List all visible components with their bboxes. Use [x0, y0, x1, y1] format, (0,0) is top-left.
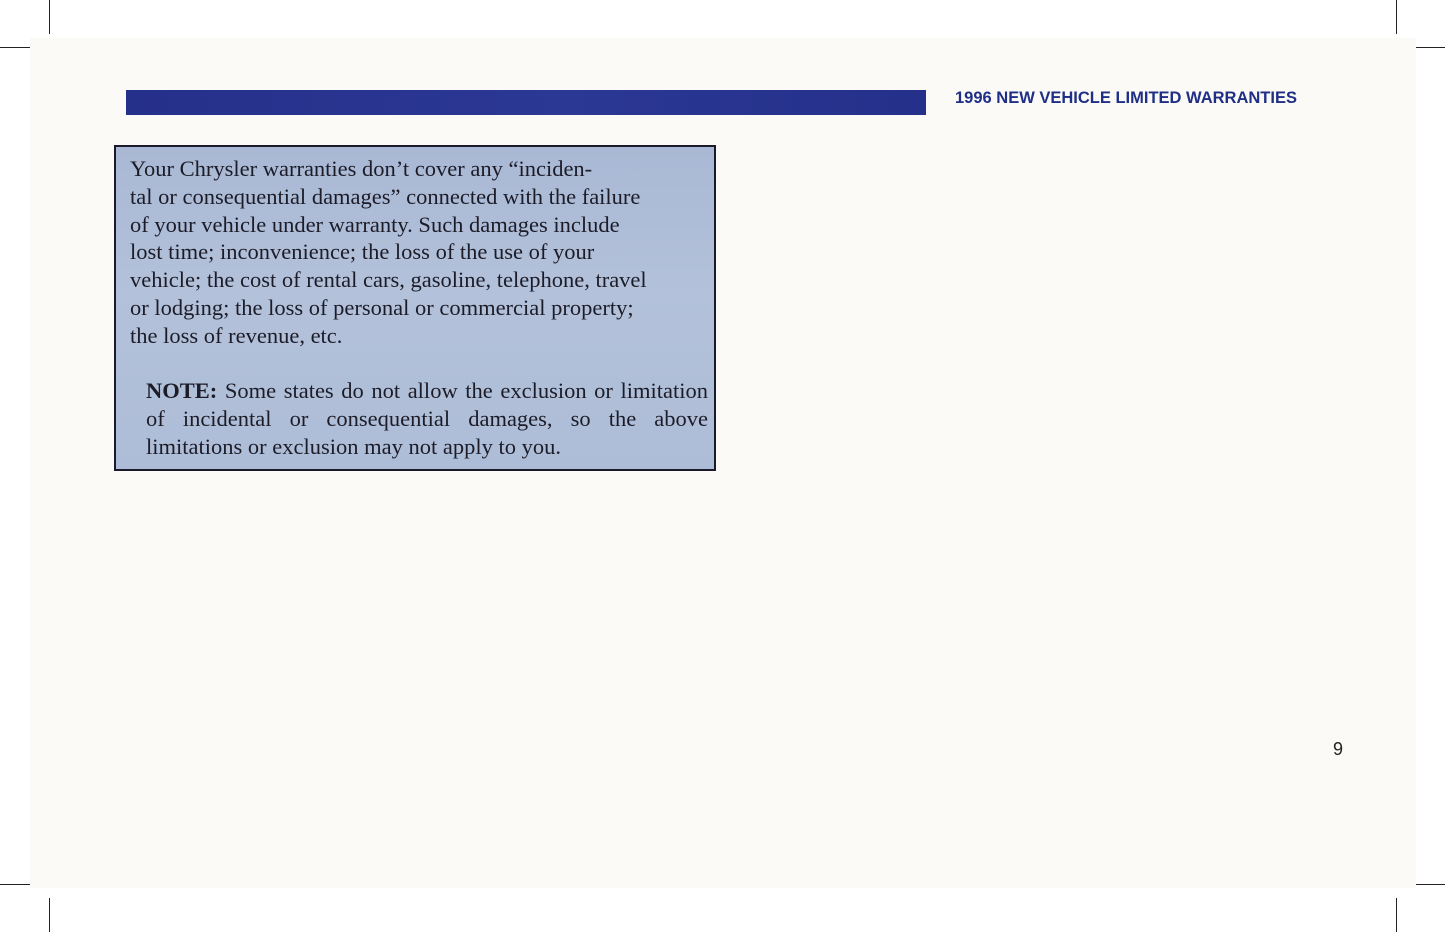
- warranty-notice-box: [114, 145, 716, 471]
- crop-mark-top-right-vertical: [1396, 0, 1397, 34]
- paragraph-line: the loss of revenue, etc.: [130, 322, 343, 348]
- note-text: Some states do not allow the exclusion or limitation of incidental or consequential damages, so the above limitations or exclusion may not apply to you.: [146, 378, 708, 459]
- note-paragraph: [146, 377, 708, 460]
- note-label: NOTE:: [146, 378, 218, 403]
- header-color-bar: [126, 90, 926, 115]
- crop-mark-top-left-vertical: [49, 0, 50, 34]
- section-title: 1996 NEW VEHICLE LIMITED WARRANTIES: [955, 89, 1297, 107]
- crop-mark-bottom-right-vertical: [1396, 898, 1397, 932]
- crop-mark-bottom-left-horizontal: [0, 884, 34, 885]
- paragraph-line: Your Chrysler warranties don’t cover any “inciden-: [130, 156, 593, 181]
- crop-mark-bottom-right-horizontal: [1411, 884, 1445, 885]
- paragraph-line: tal or consequential damages” connected with the failure: [130, 183, 641, 209]
- paragraph-line: vehicle; the cost of rental cars, gasoline, telephone, travel: [130, 267, 647, 293]
- paragraph-line: of your vehicle under warranty. Such damages include: [130, 211, 620, 237]
- crop-mark-top-right-horizontal: [1411, 47, 1445, 48]
- paragraph-line: lost time; inconvenience; the loss of the use of your: [130, 239, 595, 265]
- paragraph-line: or lodging; the loss of personal or commercial property;: [130, 294, 634, 320]
- crop-mark-bottom-left-vertical: [49, 898, 50, 932]
- crop-mark-top-left-horizontal: [0, 47, 34, 48]
- page-number: 9: [1333, 739, 1344, 759]
- damages-exclusion-paragraph: [130, 155, 710, 350]
